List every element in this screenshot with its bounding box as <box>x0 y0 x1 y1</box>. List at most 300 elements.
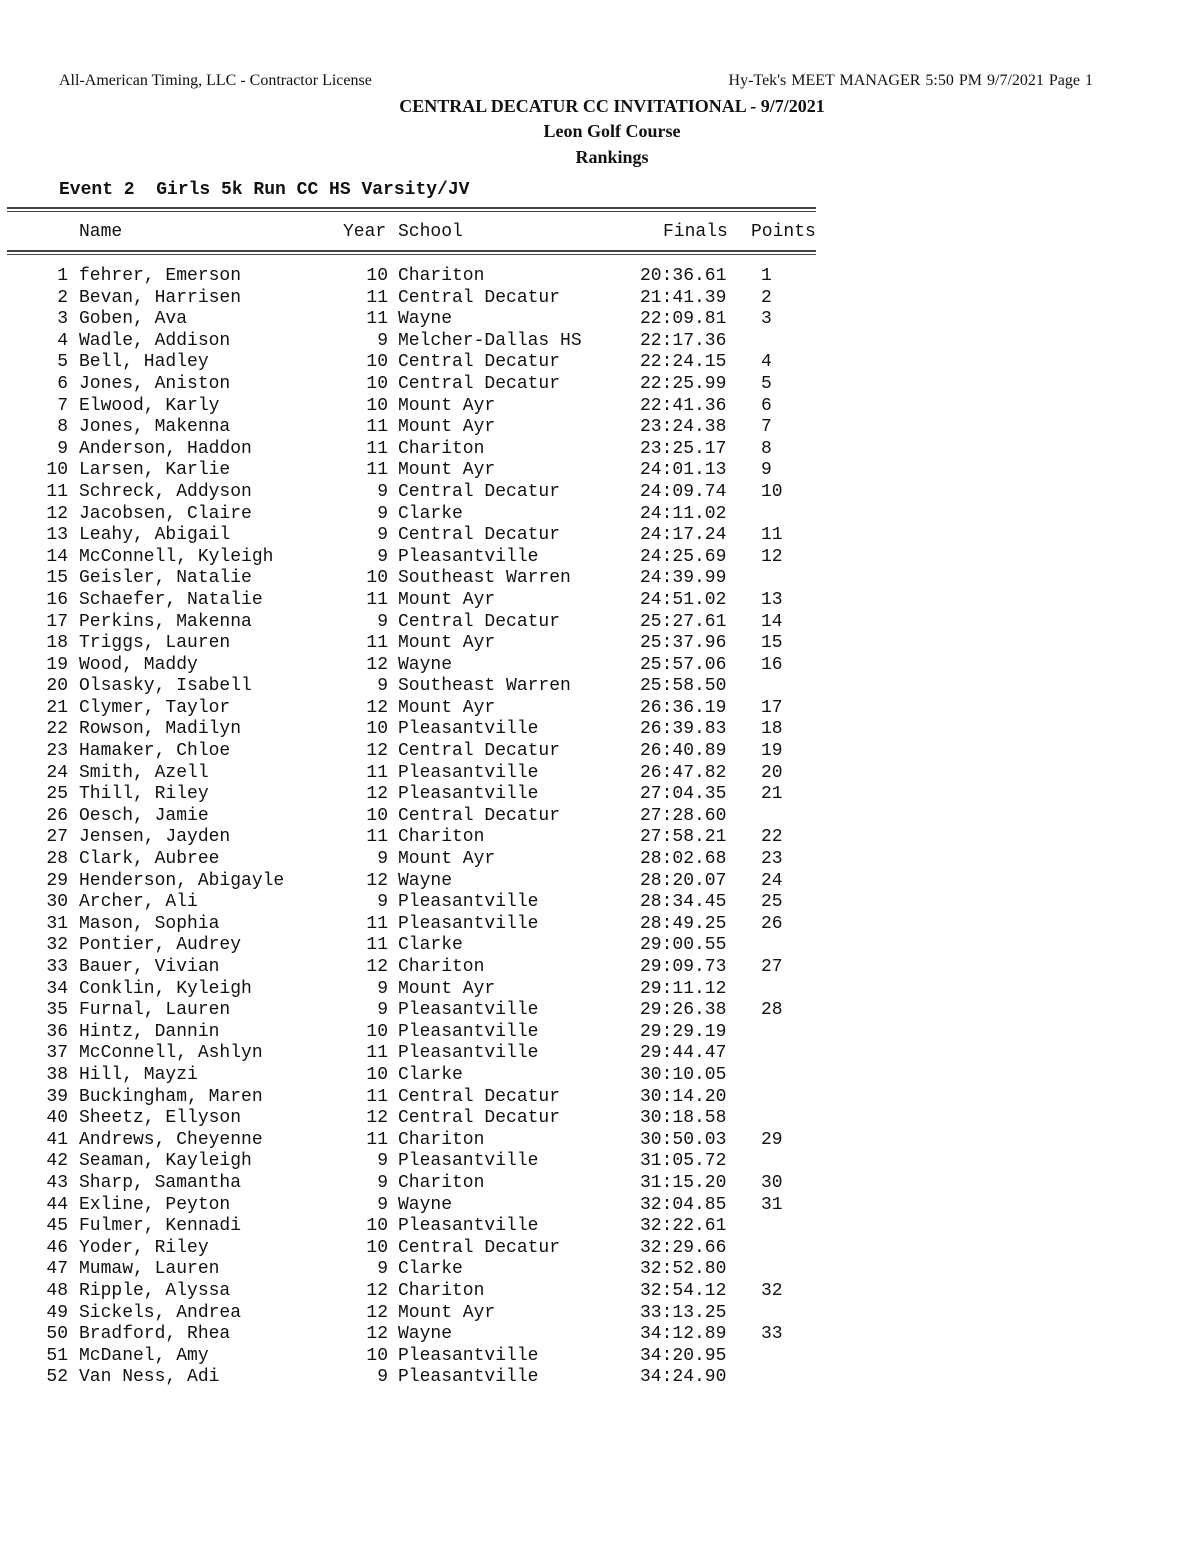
athlete-name-cell: Hintz, Dannin <box>79 1021 220 1042</box>
points-cell: 12 <box>761 546 783 567</box>
finals-time-cell: 32:04.85 <box>640 1194 727 1215</box>
table-row <box>0 741 830 763</box>
year-cell: 9 <box>377 1000 388 1021</box>
place-cell: 52 <box>46 1367 68 1388</box>
table-row <box>0 827 830 849</box>
year-cell: 10 <box>366 568 388 589</box>
year-cell: 9 <box>377 330 388 351</box>
school-cell: Mount Ayr <box>398 697 496 718</box>
year-cell: 10 <box>366 1216 388 1237</box>
table-row <box>0 871 830 893</box>
points-cell: 19 <box>761 741 783 762</box>
year-cell: 9 <box>377 1172 388 1193</box>
table-row <box>0 547 830 569</box>
year-cell: 9 <box>377 676 388 697</box>
athlete-name-cell: Buckingham, Maren <box>79 1086 263 1107</box>
year-cell: 10 <box>366 1064 388 1085</box>
points-cell: 30 <box>761 1172 783 1193</box>
athlete-name-cell: Jones, Makenna <box>79 417 231 438</box>
year-cell: 11 <box>366 762 388 783</box>
finals-time-cell: 29:09.73 <box>640 957 727 977</box>
athlete-name-cell: Hamaker, Chloe <box>79 741 231 762</box>
table-row <box>0 331 830 353</box>
athlete-name-cell: Conklin, Kyleigh <box>79 978 252 999</box>
finals-time-cell: 28:02.68 <box>640 849 727 870</box>
points-cell: 31 <box>761 1194 783 1215</box>
finals-time-cell: 26:36.19 <box>640 697 727 718</box>
table-row <box>0 288 830 310</box>
place-cell: 24 <box>46 762 68 783</box>
year-cell: 9 <box>377 1367 388 1388</box>
points-cell: 7 <box>761 417 772 438</box>
athlete-name-cell: Pontier, Audrey <box>79 935 242 956</box>
year-cell: 10 <box>366 1021 388 1042</box>
year-cell: 12 <box>366 784 388 805</box>
place-cell: 13 <box>46 525 68 546</box>
table-row <box>0 1065 830 1087</box>
table-row <box>0 460 830 482</box>
year-cell: 9 <box>377 849 388 870</box>
points-cell: 23 <box>761 849 783 870</box>
athlete-name-cell: Sharp, Samantha <box>79 1172 242 1193</box>
finals-time-cell: 20:36.61 <box>640 266 727 286</box>
athlete-name-cell: Furnal, Lauren <box>79 1000 231 1021</box>
school-cell: Central Decatur <box>398 741 561 762</box>
table-row <box>0 1022 830 1044</box>
year-cell: 9 <box>377 546 388 567</box>
athlete-name-cell: McConnell, Kyleigh <box>79 546 274 567</box>
table-row <box>0 655 830 677</box>
table-row <box>0 806 830 828</box>
year-cell: 10 <box>366 1345 388 1366</box>
year-cell: 11 <box>366 913 388 934</box>
athlete-name-cell: Exline, Peyton <box>79 1194 231 1215</box>
place-cell: 18 <box>46 633 68 654</box>
table-row <box>0 482 830 504</box>
athlete-name-cell: Henderson, Abigayle <box>79 870 285 891</box>
year-cell: 12 <box>366 1302 388 1323</box>
points-cell: 13 <box>761 589 783 610</box>
year-cell: 10 <box>366 1237 388 1258</box>
year-cell: 12 <box>366 1324 388 1345</box>
place-cell: 34 <box>46 978 68 999</box>
athlete-name-cell: McDanel, Amy <box>79 1345 209 1366</box>
table-row <box>0 763 830 785</box>
points-cell: 20 <box>761 762 783 783</box>
school-cell: Chariton <box>398 827 485 848</box>
table-row <box>0 719 830 741</box>
table-row <box>0 914 830 936</box>
athlete-name-cell: Yoder, Riley <box>79 1237 209 1258</box>
points-cell: 15 <box>761 633 783 654</box>
table-row <box>0 784 830 806</box>
year-cell: 9 <box>377 1194 388 1215</box>
year-cell: 9 <box>377 525 388 546</box>
finals-time-cell: 31:05.72 <box>640 1151 727 1172</box>
year-cell: 9 <box>377 481 388 502</box>
athlete-name-cell: fehrer, Emerson <box>79 266 242 286</box>
column-header-year: Year <box>343 222 387 242</box>
year-cell: 12 <box>366 870 388 891</box>
place-cell: 40 <box>46 1108 68 1129</box>
year-cell: 11 <box>366 589 388 610</box>
table-row <box>0 612 830 634</box>
column-header-school: School <box>398 222 463 242</box>
place-cell: 4 <box>57 330 68 351</box>
athlete-name-cell: Schreck, Addyson <box>79 481 252 502</box>
year-cell: 12 <box>366 654 388 675</box>
points-cell: 21 <box>761 784 783 805</box>
place-cell: 37 <box>46 1043 68 1064</box>
finals-time-cell: 24:17.24 <box>640 525 727 546</box>
finals-time-cell: 29:00.55 <box>640 935 727 956</box>
place-cell: 10 <box>46 460 68 481</box>
points-cell: 16 <box>761 654 783 675</box>
athlete-name-cell: Jones, Aniston <box>79 373 231 394</box>
column-header-finals: Finals <box>663 222 728 242</box>
school-cell: Wayne <box>398 654 453 675</box>
athlete-name-cell: Oesch, Jamie <box>79 805 209 826</box>
school-cell: Pleasantville <box>398 719 539 740</box>
results-table <box>0 266 830 1389</box>
finals-time-cell: 34:24.90 <box>640 1367 727 1388</box>
athlete-name-cell: Larsen, Karlie <box>79 460 231 481</box>
year-cell: 11 <box>366 438 388 459</box>
finals-time-cell: 29:26.38 <box>640 1000 727 1021</box>
year-cell: 10 <box>366 373 388 394</box>
place-cell: 35 <box>46 1000 68 1021</box>
points-cell: 25 <box>761 892 783 913</box>
school-cell: Pleasantville <box>398 1151 539 1172</box>
finals-time-cell: 28:49.25 <box>640 913 727 934</box>
place-cell: 7 <box>57 395 68 416</box>
year-cell: 11 <box>366 827 388 848</box>
athlete-name-cell: Ripple, Alyssa <box>79 1280 231 1301</box>
table-row <box>0 525 830 547</box>
report-type-title: Rankings <box>575 147 649 167</box>
year-cell: 11 <box>366 633 388 654</box>
year-cell: 12 <box>366 741 388 762</box>
place-cell: 41 <box>46 1129 68 1150</box>
column-header-name: Name <box>79 222 123 242</box>
school-cell: Pleasantville <box>398 1021 539 1042</box>
meet-title: CENTRAL DECATUR CC INVITATIONAL - 9/7/2021 <box>399 96 825 116</box>
athlete-name-cell: Wood, Maddy <box>79 654 198 675</box>
points-cell: 32 <box>761 1280 783 1301</box>
finals-time-cell: 22:17.36 <box>640 330 727 351</box>
place-cell: 36 <box>46 1021 68 1042</box>
finals-time-cell: 34:20.95 <box>640 1345 727 1366</box>
athlete-name-cell: Bauer, Vivian <box>79 957 220 977</box>
points-cell: 14 <box>761 611 783 632</box>
table-row <box>0 1195 830 1217</box>
table-row <box>0 439 830 461</box>
points-cell: 9 <box>761 460 772 481</box>
year-cell: 9 <box>377 611 388 632</box>
school-cell: Pleasantville <box>398 913 539 934</box>
place-cell: 20 <box>46 676 68 697</box>
school-cell: Central Decatur <box>398 611 561 632</box>
athlete-name-cell: Wadle, Addison <box>79 330 231 351</box>
table-row <box>0 374 830 396</box>
athlete-name-cell: Bradford, Rhea <box>79 1324 231 1345</box>
school-cell: Chariton <box>398 957 485 977</box>
place-cell: 2 <box>57 287 68 308</box>
table-row <box>0 676 830 698</box>
place-cell: 14 <box>46 546 68 567</box>
school-cell: Clarke <box>398 1259 463 1280</box>
place-cell: 6 <box>57 373 68 394</box>
table-row <box>0 396 830 418</box>
athlete-name-cell: Goben, Ava <box>79 309 188 330</box>
table-row <box>0 1367 830 1389</box>
place-cell: 46 <box>46 1237 68 1258</box>
points-cell: 6 <box>761 395 772 416</box>
school-cell: Mount Ayr <box>398 1302 496 1323</box>
finals-time-cell: 27:04.35 <box>640 784 727 805</box>
school-cell: Wayne <box>398 1194 453 1215</box>
finals-time-cell: 25:58.50 <box>640 676 727 697</box>
athlete-name-cell: Mumaw, Lauren <box>79 1259 220 1280</box>
table-row <box>0 1173 830 1195</box>
year-cell: 11 <box>366 287 388 308</box>
table-row <box>0 892 830 914</box>
header-right-text: Hy-Tek's MEET MANAGER 5:50 PM 9/7/2021 Page 1 <box>728 72 1093 89</box>
athlete-name-cell: Seaman, Kayleigh <box>79 1151 252 1172</box>
athlete-name-cell: Perkins, Makenna <box>79 611 252 632</box>
finals-time-cell: 26:47.82 <box>640 762 727 783</box>
athlete-name-cell: Smith, Azell <box>79 762 209 783</box>
finals-time-cell: 32:54.12 <box>640 1280 727 1301</box>
place-cell: 12 <box>46 503 68 524</box>
place-cell: 47 <box>46 1259 68 1280</box>
place-cell: 48 <box>46 1280 68 1301</box>
table-row <box>0 309 830 331</box>
points-cell: 26 <box>761 913 783 934</box>
school-cell: Mount Ayr <box>398 589 496 610</box>
table-row <box>0 1346 830 1368</box>
place-cell: 17 <box>46 611 68 632</box>
year-cell: 9 <box>377 1259 388 1280</box>
finals-time-cell: 26:39.83 <box>640 719 727 740</box>
school-cell: Wayne <box>398 309 453 330</box>
finals-time-cell: 33:13.25 <box>640 1302 727 1323</box>
year-cell: 10 <box>366 395 388 416</box>
year-cell: 9 <box>377 978 388 999</box>
finals-time-cell: 29:29.19 <box>640 1021 727 1042</box>
points-cell: 29 <box>761 1129 783 1150</box>
school-cell: Mount Ayr <box>398 978 496 999</box>
athlete-name-cell: Clark, Aubree <box>79 849 220 870</box>
year-cell: 12 <box>366 1108 388 1129</box>
place-cell: 39 <box>46 1086 68 1107</box>
place-cell: 21 <box>46 697 68 718</box>
points-cell: 11 <box>761 525 783 546</box>
finals-time-cell: 30:10.05 <box>640 1064 727 1085</box>
school-cell: Pleasantville <box>398 784 539 805</box>
school-cell: Wayne <box>398 1324 453 1345</box>
place-cell: 44 <box>46 1194 68 1215</box>
finals-time-cell: 30:14.20 <box>640 1086 727 1107</box>
finals-time-cell: 26:40.89 <box>640 741 727 762</box>
finals-time-cell: 23:24.38 <box>640 417 727 438</box>
school-cell: Mount Ayr <box>398 417 496 438</box>
table-row <box>0 504 830 526</box>
year-cell: 12 <box>366 957 388 977</box>
finals-time-cell: 24:25.69 <box>640 546 727 567</box>
finals-time-cell: 24:09.74 <box>640 481 727 502</box>
school-cell: Pleasantville <box>398 1216 539 1237</box>
table-row <box>0 1043 830 1065</box>
school-cell: Central Decatur <box>398 1086 561 1107</box>
table-row <box>0 1000 830 1022</box>
athlete-name-cell: Archer, Ali <box>79 892 198 913</box>
school-cell: Pleasantville <box>398 762 539 783</box>
table-row <box>0 1108 830 1130</box>
finals-time-cell: 24:01.13 <box>640 460 727 481</box>
place-cell: 43 <box>46 1172 68 1193</box>
athlete-name-cell: Bevan, Harrisen <box>79 287 242 308</box>
athlete-name-cell: Hill, Mayzi <box>79 1064 198 1085</box>
year-cell: 11 <box>366 935 388 956</box>
school-cell: Wayne <box>398 870 453 891</box>
table-row <box>0 1281 830 1303</box>
school-cell: Chariton <box>398 1172 485 1193</box>
place-cell: 49 <box>46 1302 68 1323</box>
athlete-name-cell: Jensen, Jayden <box>79 827 231 848</box>
place-cell: 45 <box>46 1216 68 1237</box>
table-row <box>0 1303 830 1325</box>
athlete-name-cell: Geisler, Natalie <box>79 568 252 589</box>
table-row <box>0 979 830 1001</box>
school-cell: Central Decatur <box>398 1108 561 1129</box>
school-cell: Mount Ayr <box>398 395 496 416</box>
year-cell: 10 <box>366 719 388 740</box>
athlete-name-cell: Jacobsen, Claire <box>79 503 252 524</box>
points-cell: 8 <box>761 438 772 459</box>
place-cell: 32 <box>46 935 68 956</box>
table-row <box>0 957 830 979</box>
table-row <box>0 935 830 957</box>
school-cell: Pleasantville <box>398 1367 539 1388</box>
athlete-name-cell: Fulmer, Kennadi <box>79 1216 242 1237</box>
school-cell: Pleasantville <box>398 546 539 567</box>
place-cell: 3 <box>57 309 68 330</box>
points-cell: 2 <box>761 287 772 308</box>
school-cell: Central Decatur <box>398 525 561 546</box>
place-cell: 28 <box>46 849 68 870</box>
place-cell: 29 <box>46 870 68 891</box>
table-row <box>0 633 830 655</box>
finals-time-cell: 25:37.96 <box>640 633 727 654</box>
table-row <box>0 1216 830 1238</box>
points-cell: 24 <box>761 870 783 891</box>
athlete-name-cell: Van Ness, Adi <box>79 1367 220 1388</box>
finals-time-cell: 28:20.07 <box>640 870 727 891</box>
year-cell: 11 <box>366 309 388 330</box>
athlete-name-cell: Clymer, Taylor <box>79 697 231 718</box>
finals-time-cell: 31:15.20 <box>640 1172 727 1193</box>
year-cell: 11 <box>366 1043 388 1064</box>
year-cell: 10 <box>366 805 388 826</box>
points-cell: 27 <box>761 957 783 977</box>
place-cell: 8 <box>57 417 68 438</box>
table-row <box>0 1324 830 1346</box>
table-row <box>0 266 830 288</box>
finals-time-cell: 32:29.66 <box>640 1237 727 1258</box>
finals-time-cell: 30:50.03 <box>640 1129 727 1150</box>
table-row <box>0 698 830 720</box>
place-cell: 30 <box>46 892 68 913</box>
finals-time-cell: 22:25.99 <box>640 373 727 394</box>
athlete-name-cell: Triggs, Lauren <box>79 633 231 654</box>
finals-time-cell: 28:34.45 <box>640 892 727 913</box>
place-cell: 27 <box>46 827 68 848</box>
header-left-text: All-American Timing, LLC - Contractor License <box>59 72 372 89</box>
finals-time-cell: 29:11.12 <box>640 978 727 999</box>
school-cell: Mount Ayr <box>398 633 496 654</box>
place-cell: 25 <box>46 784 68 805</box>
school-cell: Central Decatur <box>398 481 561 502</box>
points-cell: 22 <box>761 827 783 848</box>
column-header-points: Points <box>751 222 816 242</box>
finals-time-cell: 24:11.02 <box>640 503 727 524</box>
school-cell: Central Decatur <box>398 1237 561 1258</box>
finals-time-cell: 29:44.47 <box>640 1043 727 1064</box>
table-row <box>0 849 830 871</box>
athlete-name-cell: Sickels, Andrea <box>79 1302 242 1323</box>
finals-time-cell: 22:41.36 <box>640 395 727 416</box>
year-cell: 10 <box>366 352 388 373</box>
year-cell: 10 <box>366 266 388 286</box>
points-cell: 5 <box>761 373 772 394</box>
school-cell: Pleasantville <box>398 1000 539 1021</box>
athlete-name-cell: Leahy, Abigail <box>79 525 231 546</box>
school-cell: Central Decatur <box>398 805 561 826</box>
year-cell: 11 <box>366 1086 388 1107</box>
school-cell: Chariton <box>398 266 485 286</box>
year-cell: 9 <box>377 892 388 913</box>
school-cell: Mount Ayr <box>398 849 496 870</box>
finals-time-cell: 32:22.61 <box>640 1216 727 1237</box>
points-cell: 33 <box>761 1324 783 1345</box>
place-cell: 26 <box>46 805 68 826</box>
school-cell: Southeast Warren <box>398 568 571 589</box>
place-cell: 22 <box>46 719 68 740</box>
table-row <box>0 417 830 439</box>
event-title: Event 2 Girls 5k Run CC HS Varsity/JV <box>59 180 470 200</box>
place-cell: 9 <box>57 438 68 459</box>
place-cell: 31 <box>46 913 68 934</box>
place-cell: 1 <box>57 266 68 286</box>
table-top-rule <box>7 207 816 212</box>
athlete-name-cell: Anderson, Haddon <box>79 438 252 459</box>
place-cell: 51 <box>46 1345 68 1366</box>
place-cell: 23 <box>46 741 68 762</box>
athlete-name-cell: Sheetz, Ellyson <box>79 1108 242 1129</box>
athlete-name-cell: McConnell, Ashlyn <box>79 1043 263 1064</box>
finals-time-cell: 23:25.17 <box>640 438 727 459</box>
year-cell: 9 <box>377 503 388 524</box>
school-cell: Central Decatur <box>398 373 561 394</box>
school-cell: Clarke <box>398 503 463 524</box>
school-cell: Pleasantville <box>398 892 539 913</box>
points-cell: 17 <box>761 697 783 718</box>
place-cell: 5 <box>57 352 68 373</box>
school-cell: Clarke <box>398 1064 463 1085</box>
table-row <box>0 568 830 590</box>
school-cell: Melcher-Dallas HS <box>398 330 582 351</box>
